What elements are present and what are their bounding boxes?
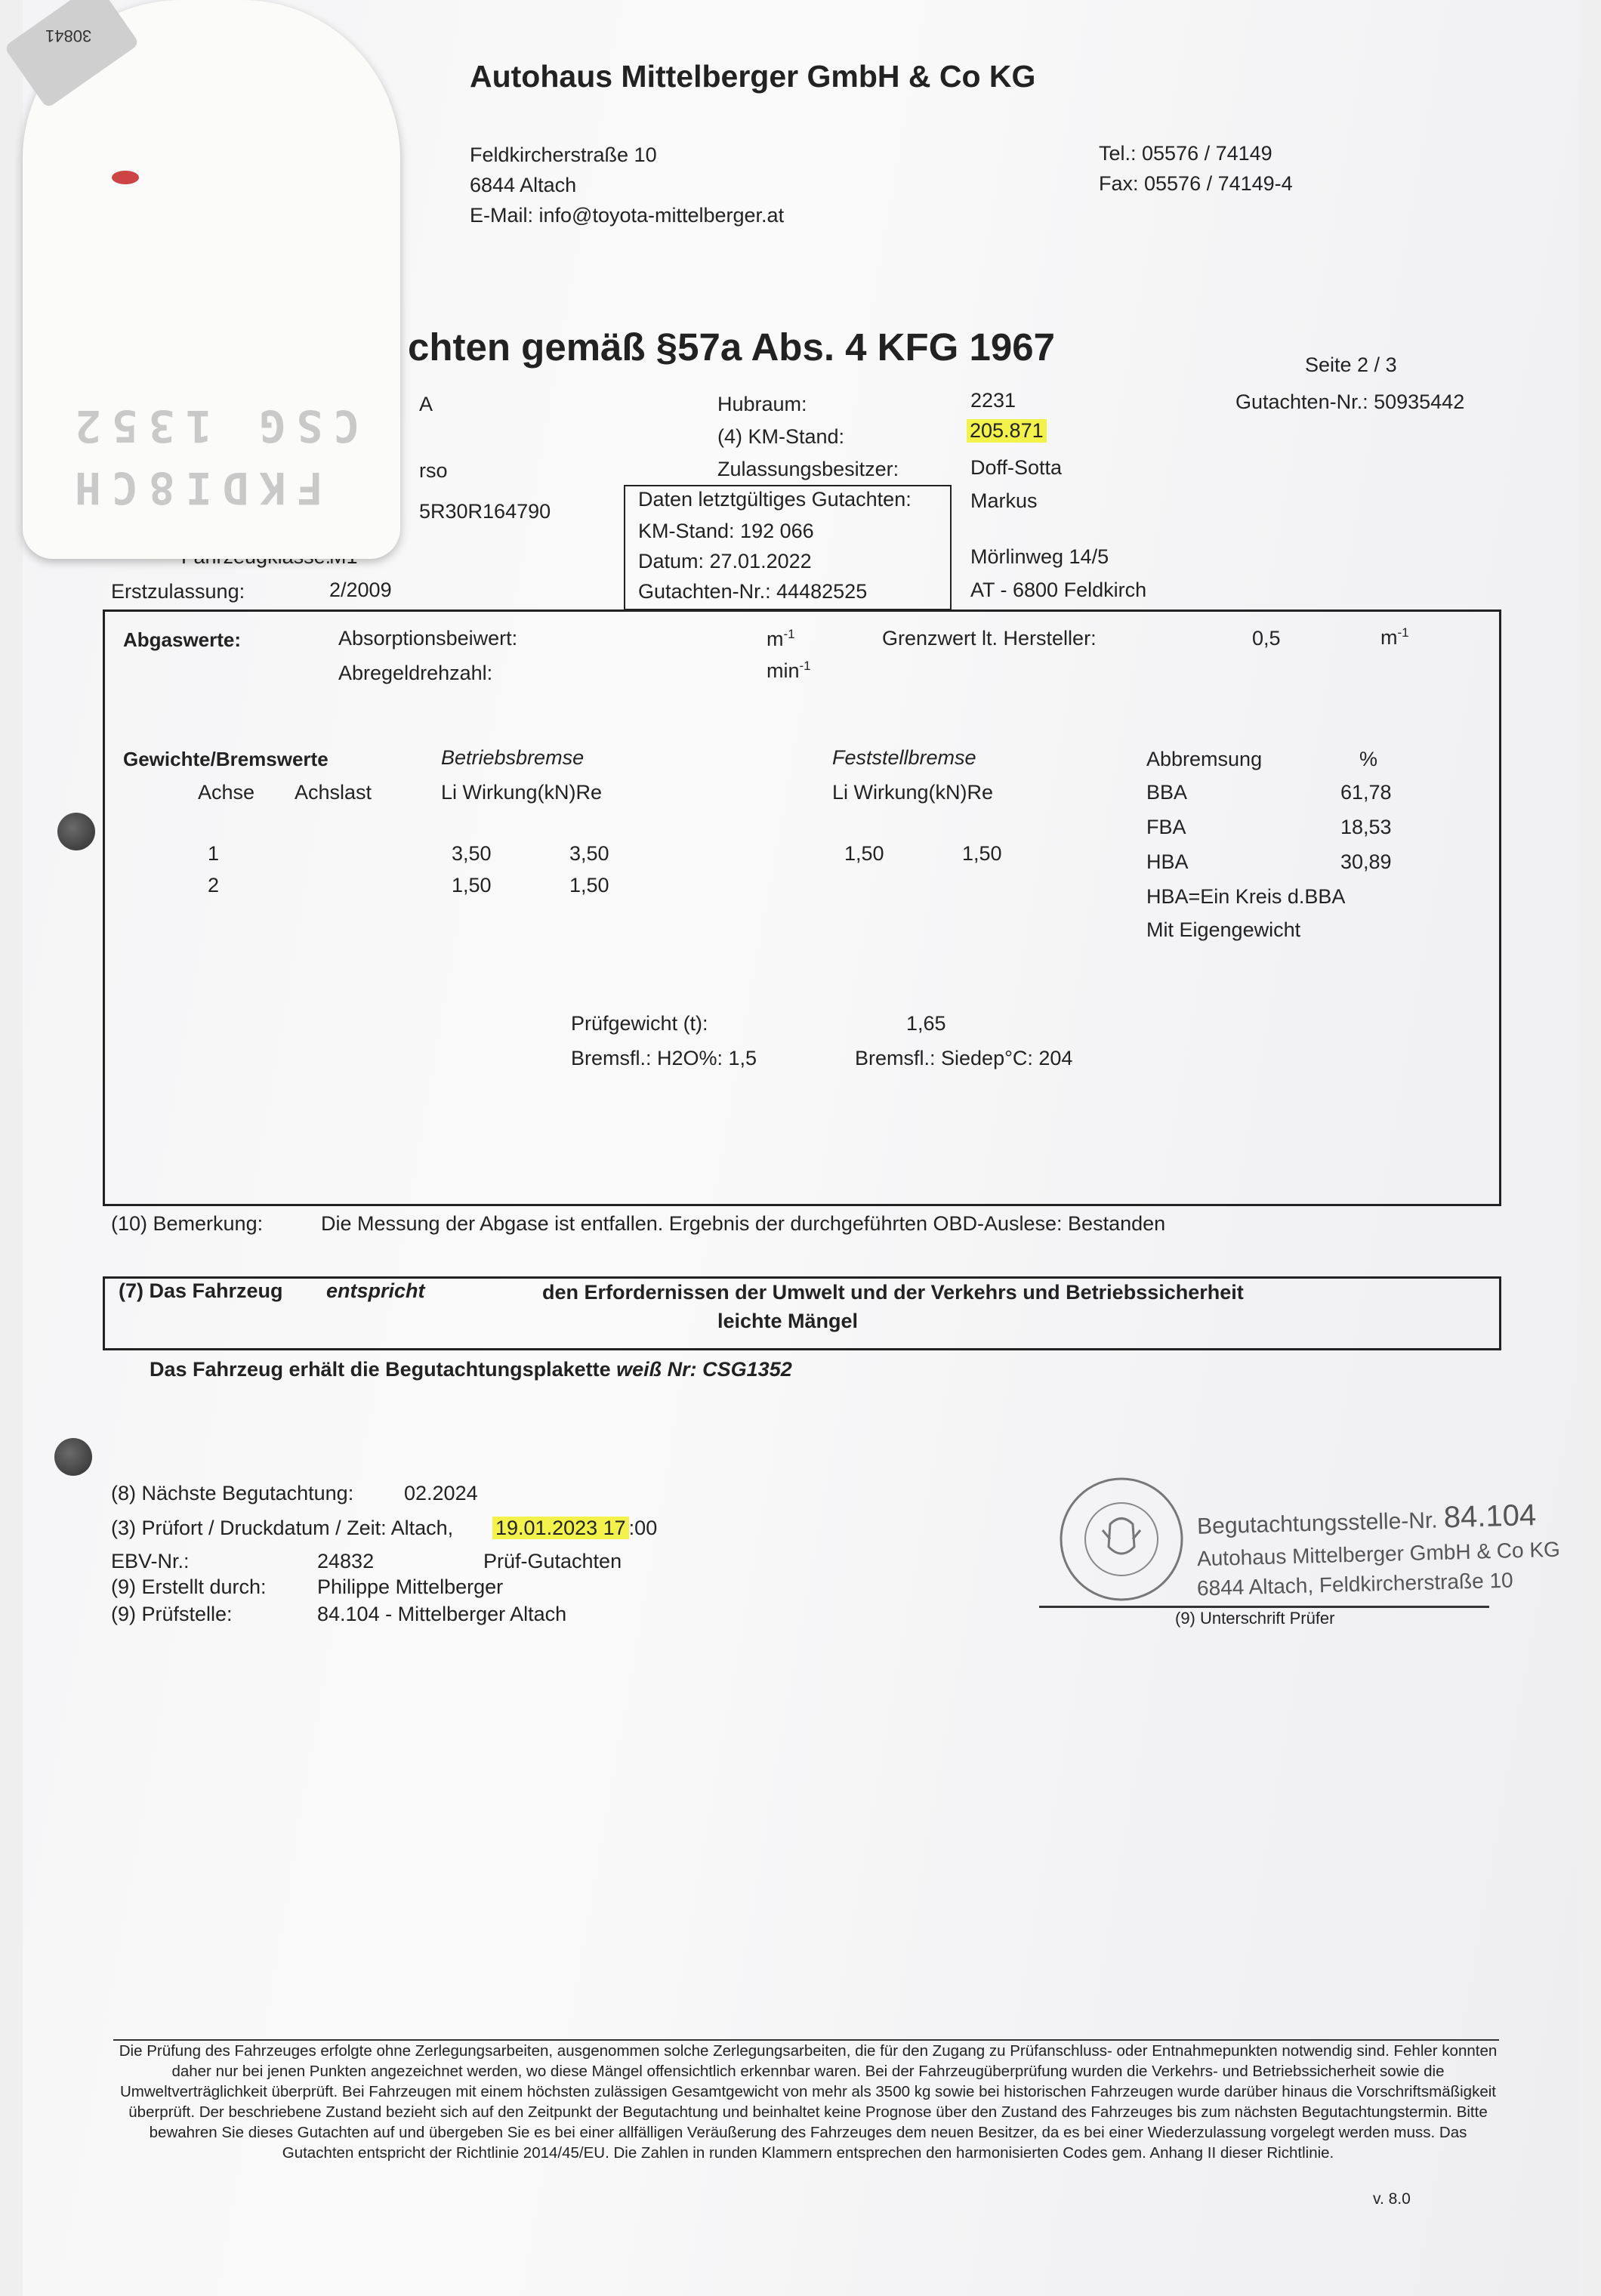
axle-header: Achse — [198, 781, 255, 804]
stamp-line-3: 6844 Altach, Feldkircherstraße 10 — [1196, 1568, 1513, 1600]
sticker-number: CSG 1352 — [64, 400, 360, 452]
stamp-line-1: Begutachtungsstelle-Nr. 84.104 — [1196, 1498, 1537, 1539]
axle-2-service-right: 1,50 — [569, 874, 609, 896]
company-street: Feldkircherstraße 10 — [470, 144, 657, 166]
percent-header: % — [1359, 748, 1378, 770]
stamp-line-2: Autohaus Mittelberger GmbH & Co KG — [1196, 1537, 1561, 1571]
parking-brake-header: Feststellbremse — [832, 746, 976, 769]
sticker-text: Das Fahrzeug erhält die Begutachtungsplakette weiß Nr: CSG1352 — [150, 1358, 792, 1381]
limit-value: 0,5 — [1252, 627, 1281, 650]
rpm-label: Abregeldrehzahl: — [338, 662, 493, 684]
test-weight-value: 1,65 — [906, 1012, 946, 1035]
owner-street: Mörlinweg 14/5 — [970, 545, 1109, 568]
odometer-label: (4) KM-Stand: — [717, 425, 845, 448]
sticker-code: FKDI8CH — [64, 462, 323, 514]
hba-label: HBA — [1146, 850, 1189, 873]
remark-text: Die Messung der Abgase ist entfallen. Ergebnis der durchgeführten OBD-Auslese: Bestanden — [321, 1212, 1166, 1235]
axle-1-number: 1 — [208, 842, 220, 865]
test-weight-label: Prüfgewicht (t): — [571, 1012, 708, 1035]
company-tel: Tel.: 05576 / 74149 — [1099, 142, 1272, 165]
rpm-unit: $\min^{-1}$ — [767, 659, 811, 682]
report-number: Gutachten-Nr.: 50935442 — [1235, 390, 1465, 413]
vehicle-fragment-a: A — [419, 393, 433, 415]
owner-label: Zulassungsbesitzer: — [717, 458, 899, 480]
next-inspection-value: 02.2024 — [404, 1482, 478, 1504]
company-fax: Fax: 05576 / 74149-4 — [1099, 172, 1293, 195]
ebv-type: Prüf-Gutachten — [483, 1550, 622, 1572]
first-registration-label: Erstzulassung: — [111, 580, 245, 603]
vehicle-vin-fragment: 5R30R164790 — [419, 500, 551, 523]
last-report-date: Datum: 27.01.2022 — [638, 550, 812, 572]
next-inspection-label: (8) Nächste Begutachtung: — [111, 1482, 354, 1504]
company-city: 6844 Altach — [470, 174, 577, 196]
page-number: Seite 2 / 3 — [1305, 353, 1397, 376]
inspection-sticker — [23, 0, 400, 559]
axle-1-parking-left: 1,50 — [844, 842, 884, 865]
absorption-unit: $m^{-1}$ — [767, 627, 795, 650]
axle-1-service-right: 3,50 — [569, 842, 609, 865]
bba-value: 61,78 — [1340, 781, 1392, 804]
hba-value: 30,89 — [1340, 850, 1392, 873]
odometer-value: 205.871 — [967, 419, 1047, 443]
axle-2-number: 2 — [208, 874, 220, 896]
company-name: Autohaus Mittelberger GmbH & Co KG — [470, 59, 1036, 94]
owner-name-1: Doff-Sotta — [970, 456, 1063, 479]
brake-fluid-boiling: Bremsfl.: Siedep°C: 204 — [855, 1047, 1073, 1069]
last-report-km: KM-Stand: 192 066 — [638, 520, 814, 542]
test-station-value: 84.104 - Mittelberger Altach — [317, 1603, 567, 1625]
fba-label: FBA — [1146, 816, 1186, 838]
owner-name-2: Markus — [970, 489, 1038, 512]
emission-label: Abgaswerte: — [123, 628, 242, 651]
displacement-value: 2231 — [970, 389, 1016, 412]
sticker-tab-number: 30841 — [45, 26, 92, 45]
inspection-place-label: (3) Prüfort / Druckdatum / Zeit: Altach, — [111, 1517, 454, 1539]
bba-label: BBA — [1146, 781, 1188, 804]
page-title: chten gemäß §57a Abs. 4 KFG 1967 — [408, 326, 1055, 369]
hba-note: HBA=Ein Kreis d.BBA — [1146, 885, 1346, 908]
official-seal — [1050, 1471, 1193, 1607]
owner-city: AT - 6800 Feldkirch — [970, 579, 1147, 601]
absorption-label: Absorptionsbeiwert: — [338, 627, 518, 650]
test-station-label: (9) Prüfstelle: — [111, 1603, 233, 1625]
remark-label: (10) Bemerkung: — [111, 1212, 264, 1235]
ebv-value: 24832 — [317, 1550, 375, 1572]
disclaimer-text: Die Prüfung des Fahrzeuges erfolgte ohne Zerlegungsarbeiten, ausgenommen solche Zerlegungsarbeiten, die für den Zugang zu Prüfanschluss- oder Entnahmepunkten notwendig sind. Fehler konnten daher nur bei jenen Punkten angezeichnet werden, wo diese Mängel offensichtlich erkennbar waren. Bei der Fahrzeugüberprüfung wurden die Verkehrs- und Betriebssicherheit sowie die Umweltverträglichkeit überprüft. Bei Fahrzeugen mit einem höchsten zulässigen Gesamtgewicht von mehr als 3500 kg sowie bei historischen Fahrzeugen wurde darüber hinaus die Vorschriftsmäßigkeit überprüft. Der beschriebene Zustand bezieht sich auf den Zeitpunkt der Begutachtung und beinhaltet keine Prognose über den Zustand des Fahrzeuges bis zum nächsten Begutachtungstermin. Bitte bewahren Sie dieses Gutachten auf und übergeben Sie es bei einer allfälligen Veräußerung des Fahrzeuges dem neuen Besitzer, da es bei einer Wiederzulassung vorgelegt werden muss. Das Gutachten entspricht der Richtlinie 2014/45/EU. Die Zahlen in runden Klammern entsprechen den harmonisierten Codes gem. Anhang II dieser Richtlinie. — [119, 2042, 1498, 2162]
signature-label: (9) Unterschrift Prüfer — [1175, 1609, 1335, 1628]
axle-2-service-left: 1,50 — [452, 874, 492, 896]
limit-unit: $m^{-1}$ — [1380, 625, 1409, 649]
verdict-sub: leichte Mängel — [717, 1310, 859, 1332]
ebv-label: EBV-Nr.: — [111, 1550, 190, 1572]
punch-hole-bottom — [54, 1438, 92, 1476]
verdict-label: (7) Das Fahrzeug — [119, 1279, 283, 1302]
vehicle-fragment-rso: rso — [419, 459, 448, 482]
axle-load-header: Achslast — [295, 781, 372, 804]
axle-1-parking-right: 1,50 — [962, 842, 1002, 865]
verdict-status: entspricht — [326, 1279, 425, 1302]
inspection-date: 19.01.2023 17 :00 — [492, 1517, 657, 1540]
brakes-heading: Gewichte/Bremswerte — [123, 748, 329, 770]
parking-brake-columns: Li Wirkung(kN)Re — [832, 781, 994, 804]
punch-hole-top — [57, 813, 95, 850]
brake-fluid-water: Bremsfl.: H2O%: 1,5 — [571, 1047, 757, 1069]
limit-label: Grenzwert lt. Hersteller: — [882, 627, 1097, 650]
displacement-label: Hubraum: — [717, 393, 807, 415]
sticker-dot — [112, 171, 139, 184]
form-version: v. 8.0 — [1373, 2190, 1411, 2208]
signature-line — [1039, 1606, 1489, 1608]
verdict-text: den Erfordernissen der Umwelt und der Verkehrs und Betriebssicherheit — [542, 1281, 1244, 1304]
service-brake-columns: Li Wirkung(kN)Re — [441, 781, 603, 804]
axle-1-service-left: 3,50 — [452, 842, 492, 865]
created-by-value: Philippe Mittelberger — [317, 1575, 504, 1598]
last-report-number: Gutachten-Nr.: 44482525 — [638, 580, 868, 603]
company-email: E-Mail: info@toyota-mittelberger.at — [470, 204, 785, 227]
own-weight-note: Mit Eigengewicht — [1146, 918, 1301, 941]
service-brake-header: Betriebsbremse — [441, 746, 585, 769]
first-registration-value: 2/2009 — [329, 579, 392, 601]
created-by-label: (9) Erstellt durch: — [111, 1575, 267, 1598]
braking-header: Abbremsung — [1146, 748, 1263, 770]
fba-value: 18,53 — [1340, 816, 1392, 838]
last-report-heading: Daten letztgültiges Gutachten: — [638, 488, 912, 511]
